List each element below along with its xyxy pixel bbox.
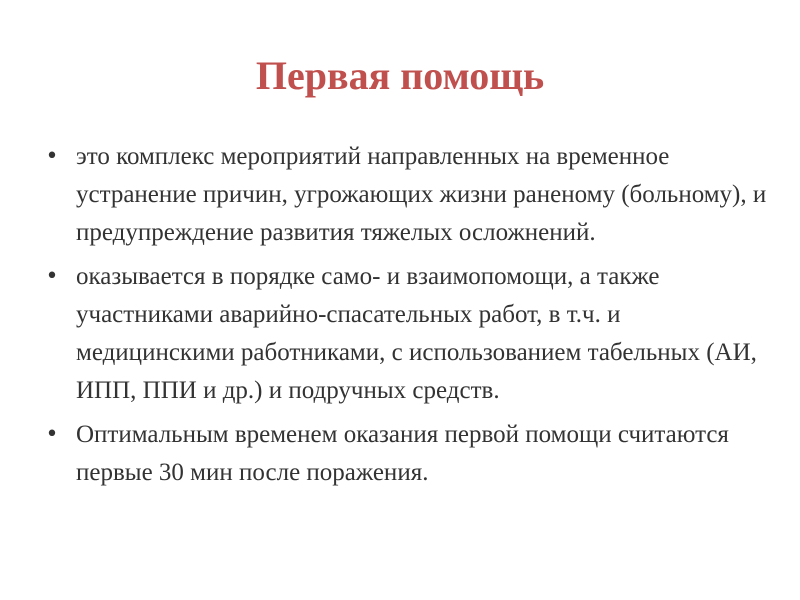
- bullet-icon: •: [45, 264, 59, 289]
- list-item: [40, 258, 780, 410]
- bullet-text: оказывается в порядке само- и взаимопомощи, а также участниками аварийно-спасательных работ, в т.ч. и медицинскими работниками, с использованием табельных (АИ, ИПП, ППИ и др.) и подручных средств.: [76, 263, 757, 404]
- bullet-text: Оптимальным временем оказания первой помощи считаются первые 30 мин после поражения.: [76, 421, 729, 486]
- bullet-icon: •: [45, 422, 59, 447]
- slide-title: Первая помощь: [255, 53, 545, 98]
- bullet-text: это комплекс мероприятий направленных на временное устранение причин, угрожающих жизни раненому (больному), и предупреждение развития тяжелых осложнений.: [76, 143, 767, 246]
- list-item: [40, 138, 780, 252]
- list-item: [40, 416, 780, 492]
- bullet-icon: •: [45, 144, 59, 169]
- bullet-list: [40, 138, 780, 498]
